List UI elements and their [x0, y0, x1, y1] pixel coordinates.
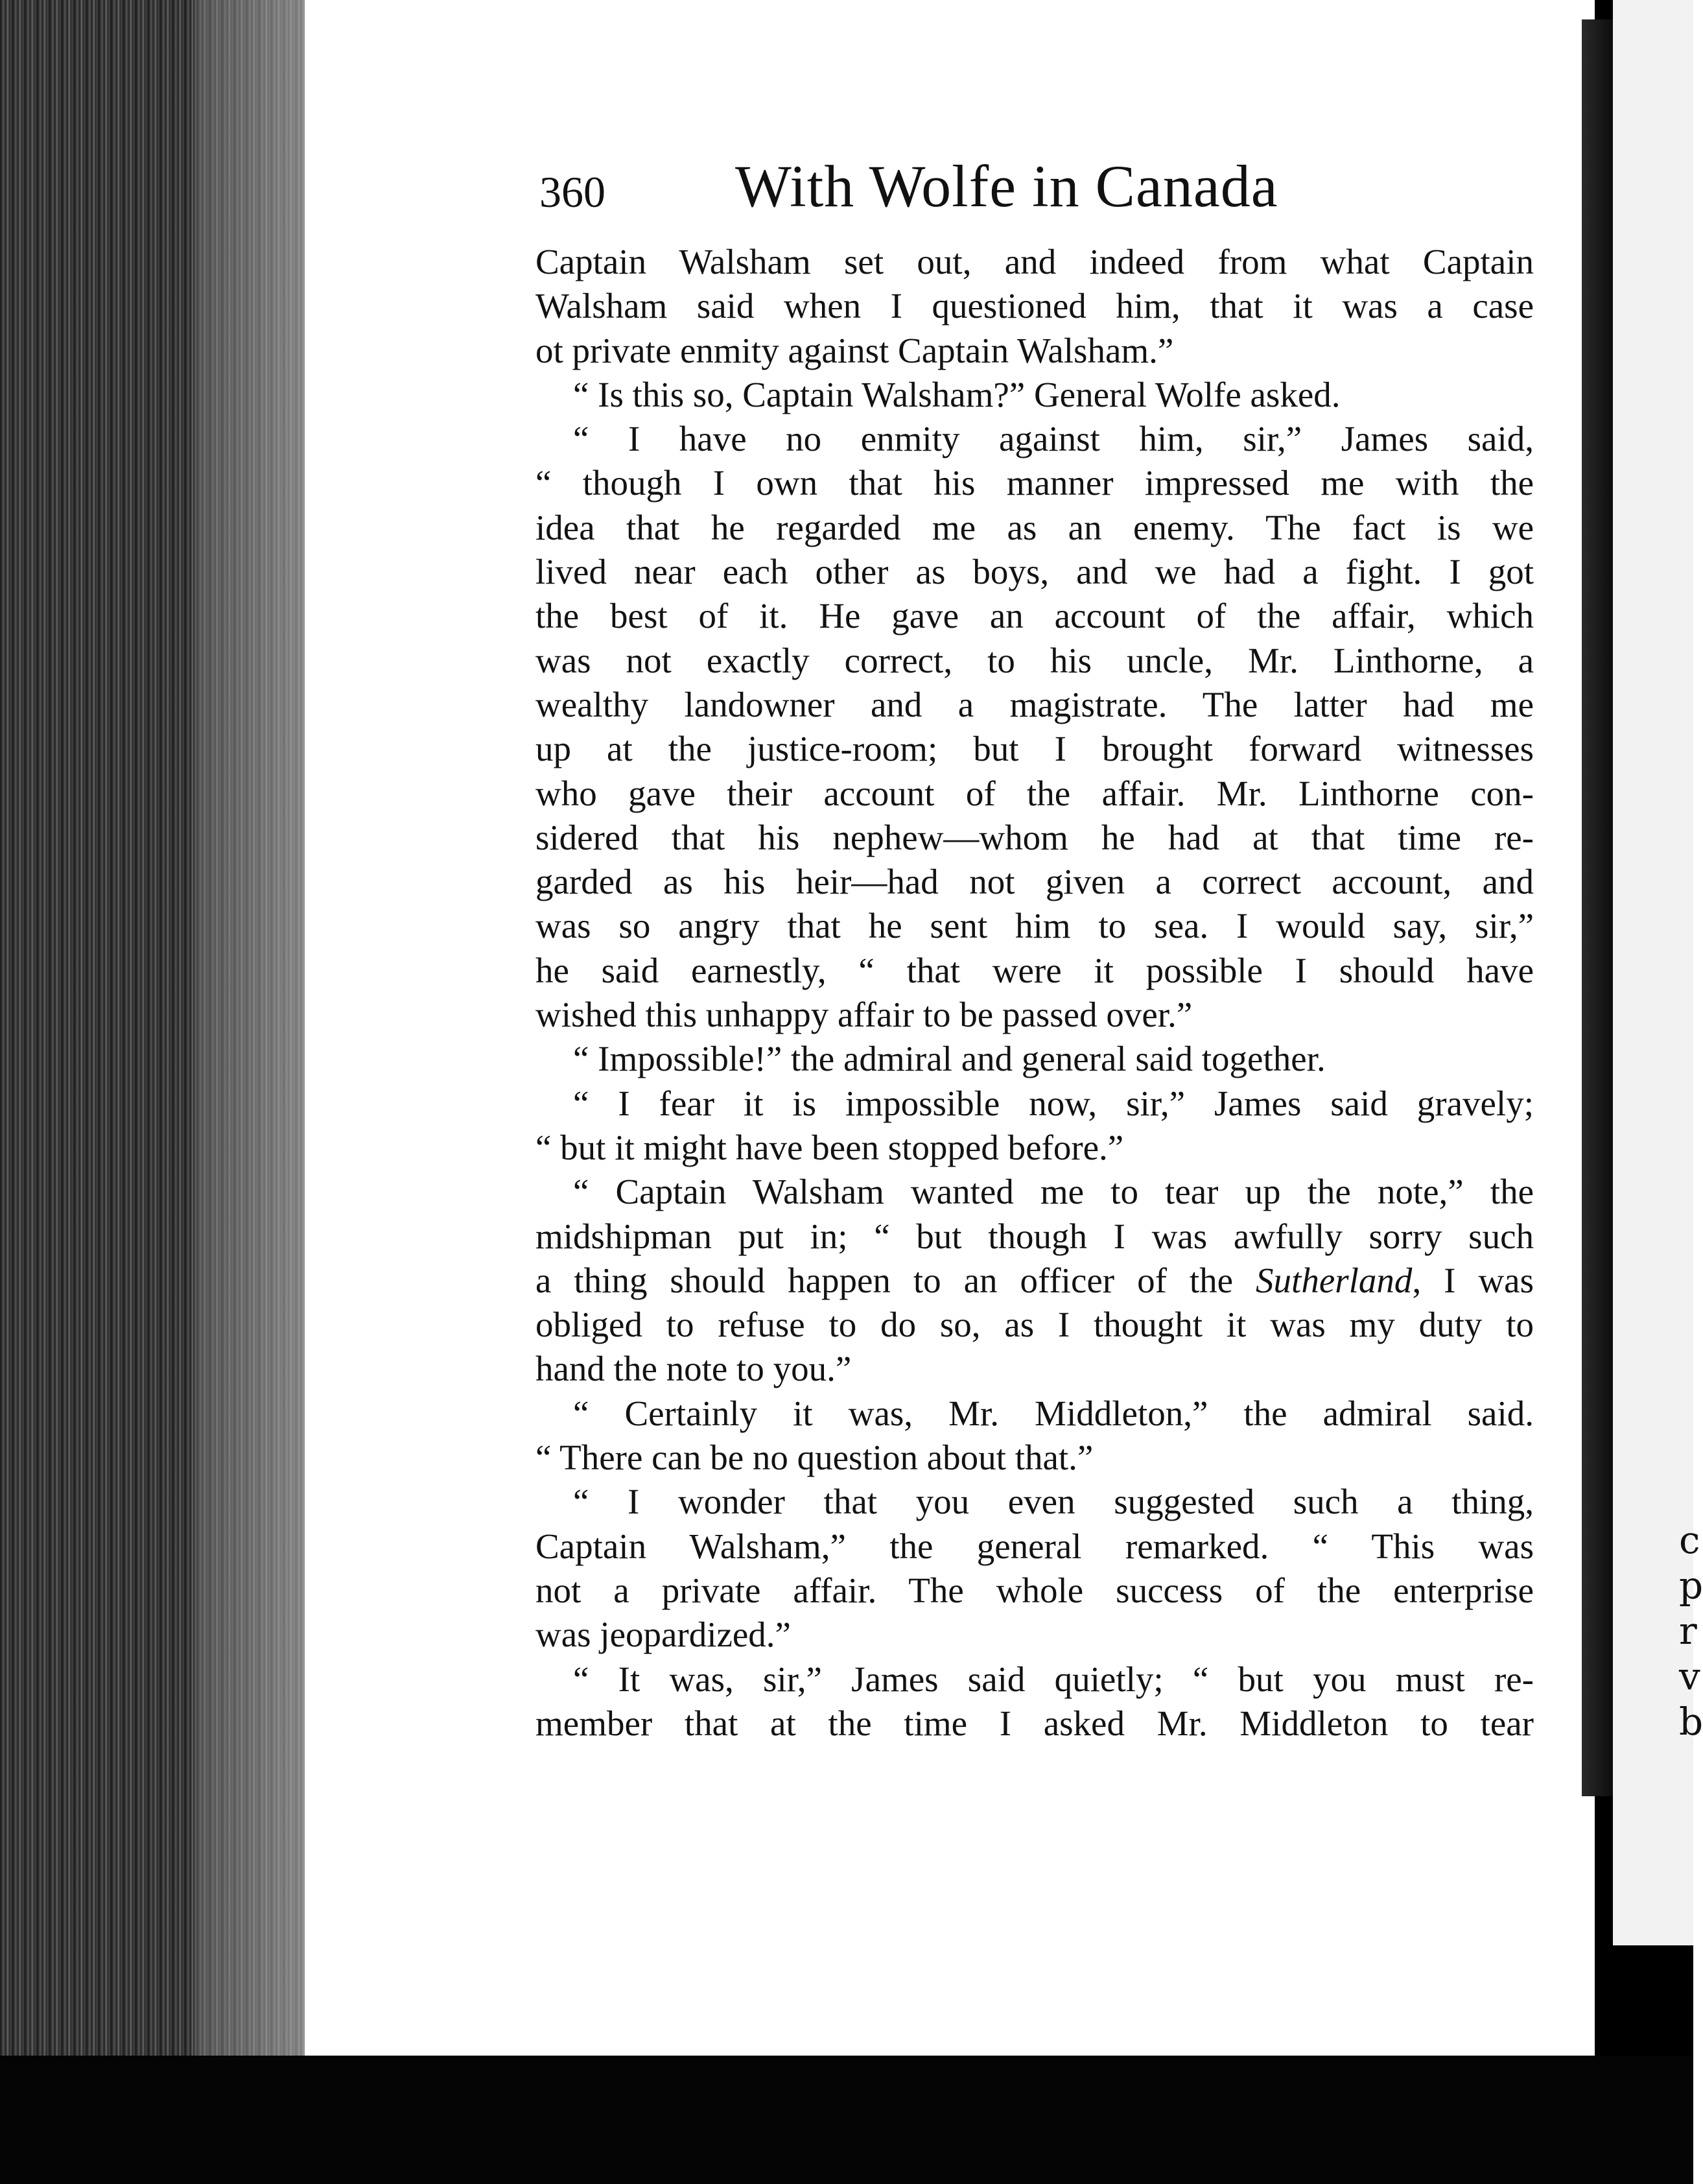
text-line: up at the justice-room; but I brought forward witnesses [535, 729, 1534, 769]
text-line: the best of it. He gave an account of the affair, which [535, 596, 1534, 636]
text-line: “ I have no enmity against him, sir,” James said, [573, 419, 1534, 459]
text-line: was jeopardized.” [535, 1615, 791, 1655]
text-line: Captain Walsham set out, and indeed from what Captain [535, 242, 1534, 281]
text-line: “ Certainly it was, Mr. Middleton,” the admiral said. [573, 1393, 1534, 1433]
text-line: wealthy landowner and a magistrate. The latter had me [535, 684, 1534, 724]
text-line: member that at the time I asked Mr. Middleton to tear [535, 1703, 1534, 1743]
text-line: who gave their account of the affair. Mr. Linthorne con- [535, 773, 1534, 813]
text-line: ot private enmity against Captain Walsham.” [535, 330, 1174, 370]
text-line: “ I fear it is impossible now, sir,” James said gravely; [573, 1083, 1534, 1123]
text-line: obliged to refuse to do so, as I thought it was my duty to [535, 1305, 1534, 1345]
next-page-letter: b [1679, 1700, 1703, 1744]
text-line: “ It was, sir,” James said quietly; “ but you must re- [573, 1659, 1534, 1699]
next-page-letter: r [1679, 1609, 1697, 1653]
next-page-letter: c [1679, 1518, 1700, 1562]
text-line: “ Is this so, Captain Walsham?” General Wolfe asked. [573, 374, 1341, 414]
book-gutter [1582, 19, 1613, 1796]
text-line: “ I wonder that you even suggested such a thing, [573, 1482, 1534, 1522]
text-line: “ Impossible!” the admiral and general said together. [573, 1039, 1326, 1079]
text-line: garded as his heir—had not given a correct account, and [535, 862, 1534, 902]
page-edges-shade [194, 0, 305, 2184]
text-line-segment: , I was [1412, 1260, 1534, 1300]
page-number: 360 [539, 167, 605, 217]
next-page-fragment [1679, 1517, 1703, 1744]
text-line: “ but it might have been stopped before.” [535, 1127, 1124, 1167]
text-line: “ There can be no question about that.” [535, 1438, 1094, 1478]
body-text [535, 240, 1534, 1746]
ship-name-italic: Sutherland [1256, 1260, 1413, 1300]
text-line: not a private affair. The whole success of the enterprise [535, 1570, 1534, 1610]
text-line: he said earnestly, “ that were it possible I should have [535, 950, 1534, 990]
text-line: Walsham said when I questioned him, that it was a case [535, 286, 1534, 326]
book-title: With Wolfe in Canada [735, 153, 1278, 219]
text-line: “ though I own that his manner impressed me with the [535, 463, 1534, 503]
text-line: midshipman put in; “ but though I was awfully sorry such [535, 1216, 1534, 1256]
text-line [535, 1259, 1534, 1303]
text-line: sidered that his nephew—whom he had at that time re- [535, 817, 1534, 857]
text-line: Captain Walsham,” the general remarked. “ This was [535, 1526, 1534, 1566]
next-page-letter: v [1679, 1654, 1700, 1698]
text-line: hand the note to you.” [535, 1349, 852, 1389]
running-head [539, 150, 1382, 222]
text-line: was not exactly correct, to his uncle, Mr. Linthorne, a [535, 640, 1534, 680]
scan-bottom-border [0, 2056, 1693, 2184]
text-line: lived near each other as boys, and we had a fight. I got [535, 552, 1534, 592]
text-line: wished this unhappy affair to be passed over.” [535, 995, 1193, 1035]
next-page-letter: p [1679, 1563, 1703, 1608]
text-line: idea that he regarded me as an enemy. The fact is we [535, 507, 1534, 547]
text-line-segment: a thing should happen to an officer of the [535, 1260, 1256, 1300]
text-line: was so angry that he sent him to sea. I would say, sir,” [535, 906, 1534, 946]
text-line: “ Captain Walsham wanted me to tear up the note,” the [573, 1172, 1534, 1212]
